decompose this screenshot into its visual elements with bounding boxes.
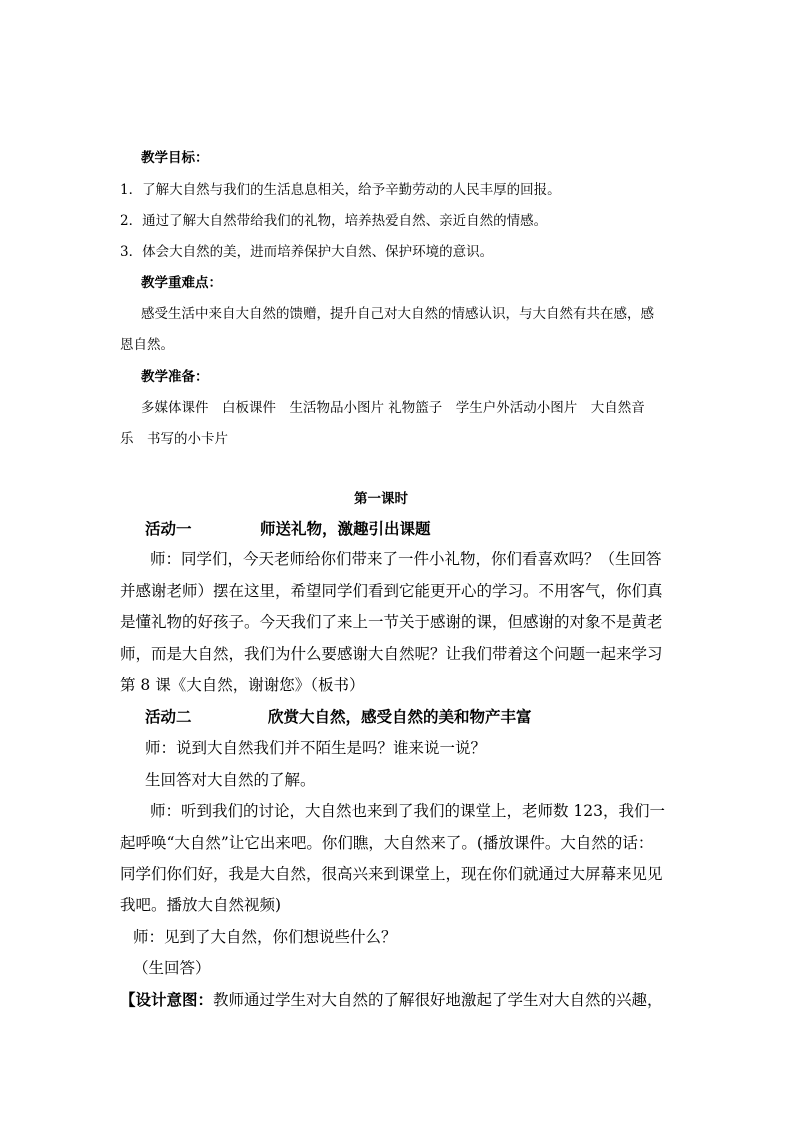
- activity-2-title: 欣赏大自然，感受自然的美和物产丰富: [268, 707, 532, 726]
- activity-1-line: 师，而是大自然，我们为什么要感谢大自然呢？让我们带着这个问题一起来学习: [120, 645, 663, 663]
- activity-2-line: （生回答）: [133, 959, 211, 977]
- activity-1-line: 师：同学们，今天老师给你们带来了一件小礼物，你们看喜欢吗？（生回答: [150, 550, 662, 568]
- key-points-line: 恩自然。: [120, 337, 174, 353]
- activity-1-line: 第 8 课《大自然，谢谢您》（板书）: [120, 676, 365, 694]
- activity-2-line: 师：说到大自然我们并不陌生是吗？谁来说一说？: [145, 739, 487, 757]
- preparation-heading: 教学准备：: [141, 369, 209, 385]
- design-intent-label: 【设计意图：: [120, 990, 214, 1009]
- preparation-line: 多媒体课件 白板课件 生活物品小图片 礼物篮子 学生户外活动小图片 大自然音: [141, 400, 645, 416]
- lesson-title: 第一课时: [354, 491, 408, 507]
- activity-2-label: 活动二: [145, 707, 192, 726]
- objective-item: 3．体会大自然的美，进而培养保护大自然、保护环境的意识。: [120, 244, 494, 260]
- activity-1-line: 是懂礼物的好孩子。今天我们了来上一节关于感谢的课，但感谢的对象不是黄老: [120, 613, 663, 631]
- activity-2-line: 同学们你们好，我是大自然，很高兴来到课堂上，现在你们就通过大屏幕来见见: [120, 865, 663, 883]
- design-intent-line: [120, 988, 663, 1010]
- activity-2-line: 师：见到了大自然，你们想说些什么？: [133, 928, 397, 946]
- activity-2-line: 师：听到我们的讨论，大自然也来到了我们的课堂上，老师数 123，我们一: [150, 802, 666, 820]
- objective-item: 2．通过了解大自然带给我们的礼物，培养热爱自然、亲近自然的情感。: [120, 213, 548, 229]
- key-points-heading: 教学重难点：: [141, 275, 222, 291]
- activity-2-line: 生回答对大自然的了解。: [145, 771, 316, 789]
- objective-item: 1．了解大自然与我们的生活息息相关，给予辛勤劳动的人民丰厚的回报。: [120, 182, 561, 198]
- objectives-heading: 教学目标：: [141, 150, 209, 166]
- activity-1-label: 活动一: [145, 519, 192, 538]
- preparation-line: 乐 书写的小卡片: [120, 431, 228, 447]
- activity-2-line: 起呼唤“大自然”让它出来吧。你们瞧，大自然来了。(播放课件。大自然的话：: [120, 834, 654, 852]
- activity-2-line: 我吧。播放大自然视频): [120, 896, 282, 914]
- design-intent-text: 教师通过学生对大自然的了解很好地激起了学生对大自然的兴趣，: [213, 991, 663, 1009]
- activity-1-title: 师送礼物，激趣引出课题: [260, 519, 431, 538]
- key-points-line: 感受生活中来自大自然的馈赠，提升自己对大自然的情感认识，与大自然有共在感，感: [141, 306, 654, 322]
- activity-1-line: 并感谢老师）摆在这里，希望同学们看到它能更开心的学习。不用客气，你们真: [120, 582, 663, 600]
